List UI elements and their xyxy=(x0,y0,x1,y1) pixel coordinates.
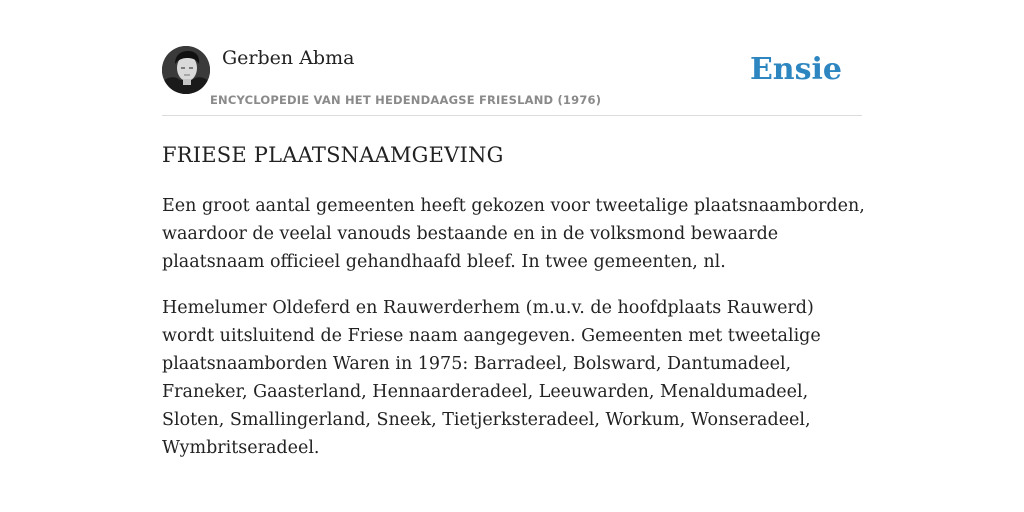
article-body xyxy=(162,192,867,480)
source-title[interactable]: ENCYCLOPEDIE VAN HET HEDENDAAGSE FRIESLAND (1976) xyxy=(210,93,602,107)
article-paragraph-1: Een groot aantal gemeenten heeft gekozen voor tweetalige plaatsnaamborden, waardoor de veelal vanouds bestaande en in de volksmond bewaarde plaatsnaam officieel gehandhaafd bleef. In twee gemeenten, nl. xyxy=(162,196,865,272)
author-avatar[interactable] xyxy=(162,46,210,94)
article-paragraph-2: Hemelumer Oldeferd en Rauwerderhem (m.u.v. de hoofdplaats Rauwerd) wordt uitsluitend de Friese naam aangegeven. Gemeenten met tweetalige plaatsnaamborden Waren in 1975: Barradeel, Bolsward, Dantumadeel, Franeker, Gaasterland, Hennaarderadeel, Leeuwarden, Menaldumadeel, Sloten, Smallingerland, Sneek, Tietjerksteradeel, Workum, Wonseradeel, Wymbritseradeel. xyxy=(162,298,821,458)
ensie-logo[interactable]: Ensie xyxy=(749,52,842,87)
article-header xyxy=(162,46,862,116)
author-portrait-icon xyxy=(162,46,210,94)
author-name[interactable]: Gerben Abma xyxy=(222,47,355,69)
article-title: FRIESE PLAATSNAAMGEVING xyxy=(162,143,504,167)
